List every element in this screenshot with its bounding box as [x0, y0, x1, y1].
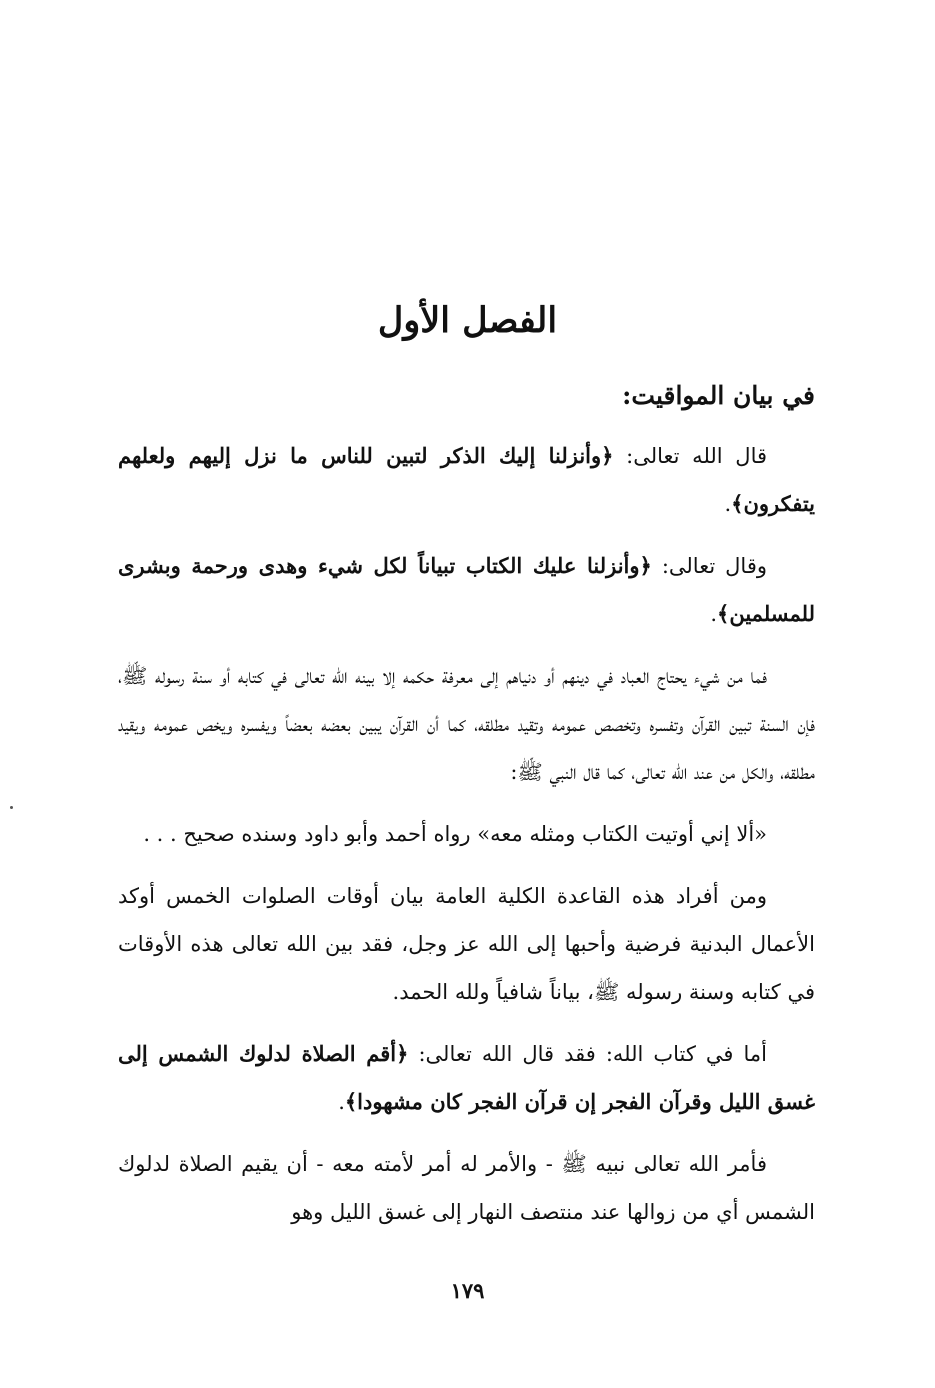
paragraph-command: فأمر الله تعالى نبيه ﷺ - والأمر له أمر لأمته معه - أن يقيم الصلاة لدلوك الشمس أي من زوالها عند منتصف النهار إلى غسق الليل وهو	[118, 1152, 815, 1224]
quran-quote: ﴿وأنزلنا إليك الذكر لتبين للناس ما نزل إليهم ولعلهم يتفكرون﴾	[118, 443, 815, 516]
verse-intro: قال الله تعالى:	[613, 444, 768, 468]
paragraph-prayer-times: ومن أفراد هذه القاعدة الكلية العامة بيان أوقات الصلوات الخمس أوكد الأعمال البدنية فرضية وأحبها إلى الله عز وجل، فقد بين الله تعالى هذه الأوقات في كتابه وسنة رسوله ﷺ، بياناً شافياً ولله الحمد.	[118, 884, 815, 1004]
verse-end: .	[338, 1090, 345, 1114]
body-text	[118, 372, 815, 1250]
section-heading: في بيان المواقيت:	[622, 381, 815, 410]
quran-quote: ﴿وأنزلنا عليك الكتاب تبياناً لكل شيء وهدى ورحمة وبشرى للمسلمين﴾	[118, 553, 815, 626]
paragraph-quran-verse-3	[118, 1030, 815, 1126]
margin-dot	[10, 806, 13, 809]
chapter-title: الفصل الأول	[377, 300, 558, 341]
verse-intro: أما في كتاب الله: فقد قال الله تعالى:	[408, 1042, 767, 1066]
verse-end: .	[724, 492, 732, 516]
verse-intro: وقال تعالى:	[651, 554, 767, 578]
paragraph-hadith: «ألا إني أوتيت الكتاب ومثله معه» رواه أحمد وأبو داود وسنده صحيح . . .	[143, 822, 767, 846]
paragraph-quran-verse-1	[118, 432, 815, 528]
paragraph-sunnah-explanation: فما من شيء يحتاج العباد في دينهم أو دنياهم إلى معرفة حكمه إلا بينه الله تعالى في كتابه أو سنة رسوله ﷺ، فإن السنة تبين القرآن وتفسره وتخصص عمومه وتقيد مطلقه، كما أن القرآن يبين بعضه بعضاً ويفسره ويخص عمومه ويقيد مطلقه، والكل من عند الله تعالى، كما قال النبي ﷺ:	[118, 664, 815, 784]
page-number: ١٧٩	[450, 1278, 485, 1303]
verse-end: .	[710, 602, 718, 626]
quran-quote: ﴿أقم الصلاة لدلوك الشمس إلى غسق الليل وقرآن الفجر إن قرآن الفجر كان مشهودا﴾	[118, 1041, 815, 1114]
paragraph-quran-verse-2	[118, 542, 815, 638]
